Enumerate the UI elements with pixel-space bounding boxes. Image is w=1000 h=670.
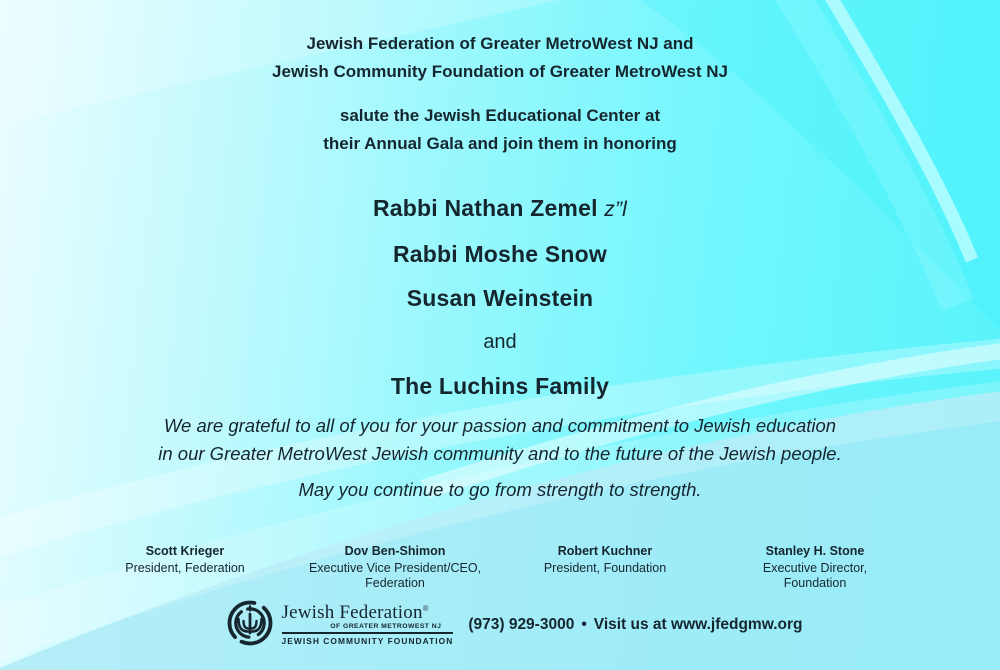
signatory: [80, 544, 290, 592]
signatory: [290, 544, 500, 592]
message-closing: May you continue to go from strength to strength.: [298, 479, 702, 500]
logo-org-subtitle: OF GREATER METROWEST NJ: [330, 623, 442, 630]
honoree-name: The Luchins Family: [390, 373, 610, 399]
signatory-row: [0, 544, 1000, 592]
signatory: [710, 544, 920, 592]
signatory-title: President, Federation: [125, 560, 245, 575]
phone-number: (973) 929-3000: [468, 616, 575, 633]
gratitude-message: [0, 412, 1000, 504]
salute-line-1: salute the Jewish Educational Center at: [339, 106, 661, 125]
menorah-circle-icon: [226, 599, 274, 647]
honoree-name: [0, 186, 1000, 232]
salute-line-2: their Annual Gala and join them in honoring: [323, 134, 677, 153]
message-line-1: We are grateful to all of you for your passion and commitment to Jewish education: [163, 415, 837, 436]
signatory-title-line2: Foundation: [783, 576, 847, 590]
logo-org-name-text: Jewish Federation: [281, 602, 423, 623]
organizations-header: [0, 30, 1000, 86]
bullet-separator: •: [581, 616, 587, 633]
honoree-list: [0, 186, 1000, 408]
honoree-name: Rabbi Moshe Snow: [392, 241, 608, 267]
signatory-title: President, Foundation: [543, 560, 667, 575]
registered-trademark-symbol: ®: [422, 604, 429, 613]
salute-text: [0, 102, 1000, 158]
logo-divider: [282, 632, 454, 634]
honoree-name: Susan Weinstein: [406, 285, 594, 311]
footer-bar: [14, 599, 1000, 647]
federation-logo: [226, 599, 454, 647]
header-line-1: Jewish Federation of Greater MetroWest NJ and: [306, 34, 694, 53]
signatory-name: Scott Krieger: [145, 544, 225, 558]
signatory-title: Executive Vice President/CEO,: [308, 560, 482, 575]
signatory-name: Robert Kuchner: [557, 544, 653, 558]
signatory-name: Stanley H. Stone: [765, 544, 865, 558]
logo-foundation-line: JEWISH COMMUNITY FOUNDATION: [281, 636, 454, 646]
signatory-title: Executive Director,: [762, 560, 868, 575]
header-line-2: Jewish Community Foundation of Greater MetroWest NJ: [272, 62, 728, 81]
signatory-title-line2: Federation: [365, 576, 425, 590]
website-text: Visit us at www.jfedgmw.org: [593, 616, 803, 633]
message-line-2: in our Greater MetroWest Jewish community and to the future of the Jewish people.: [158, 442, 842, 464]
honoree-memorial-suffix: z”l: [604, 198, 628, 221]
logo-wordmark: [282, 600, 454, 646]
contact-line: [468, 612, 802, 634]
logo-org-name: [282, 600, 454, 622]
signatory-name: Dov Ben-Shimon: [344, 544, 446, 558]
conjunction-and: and: [483, 331, 517, 353]
honoree-name-text: Rabbi Nathan Zemel: [372, 195, 598, 221]
signatory: [500, 544, 710, 592]
